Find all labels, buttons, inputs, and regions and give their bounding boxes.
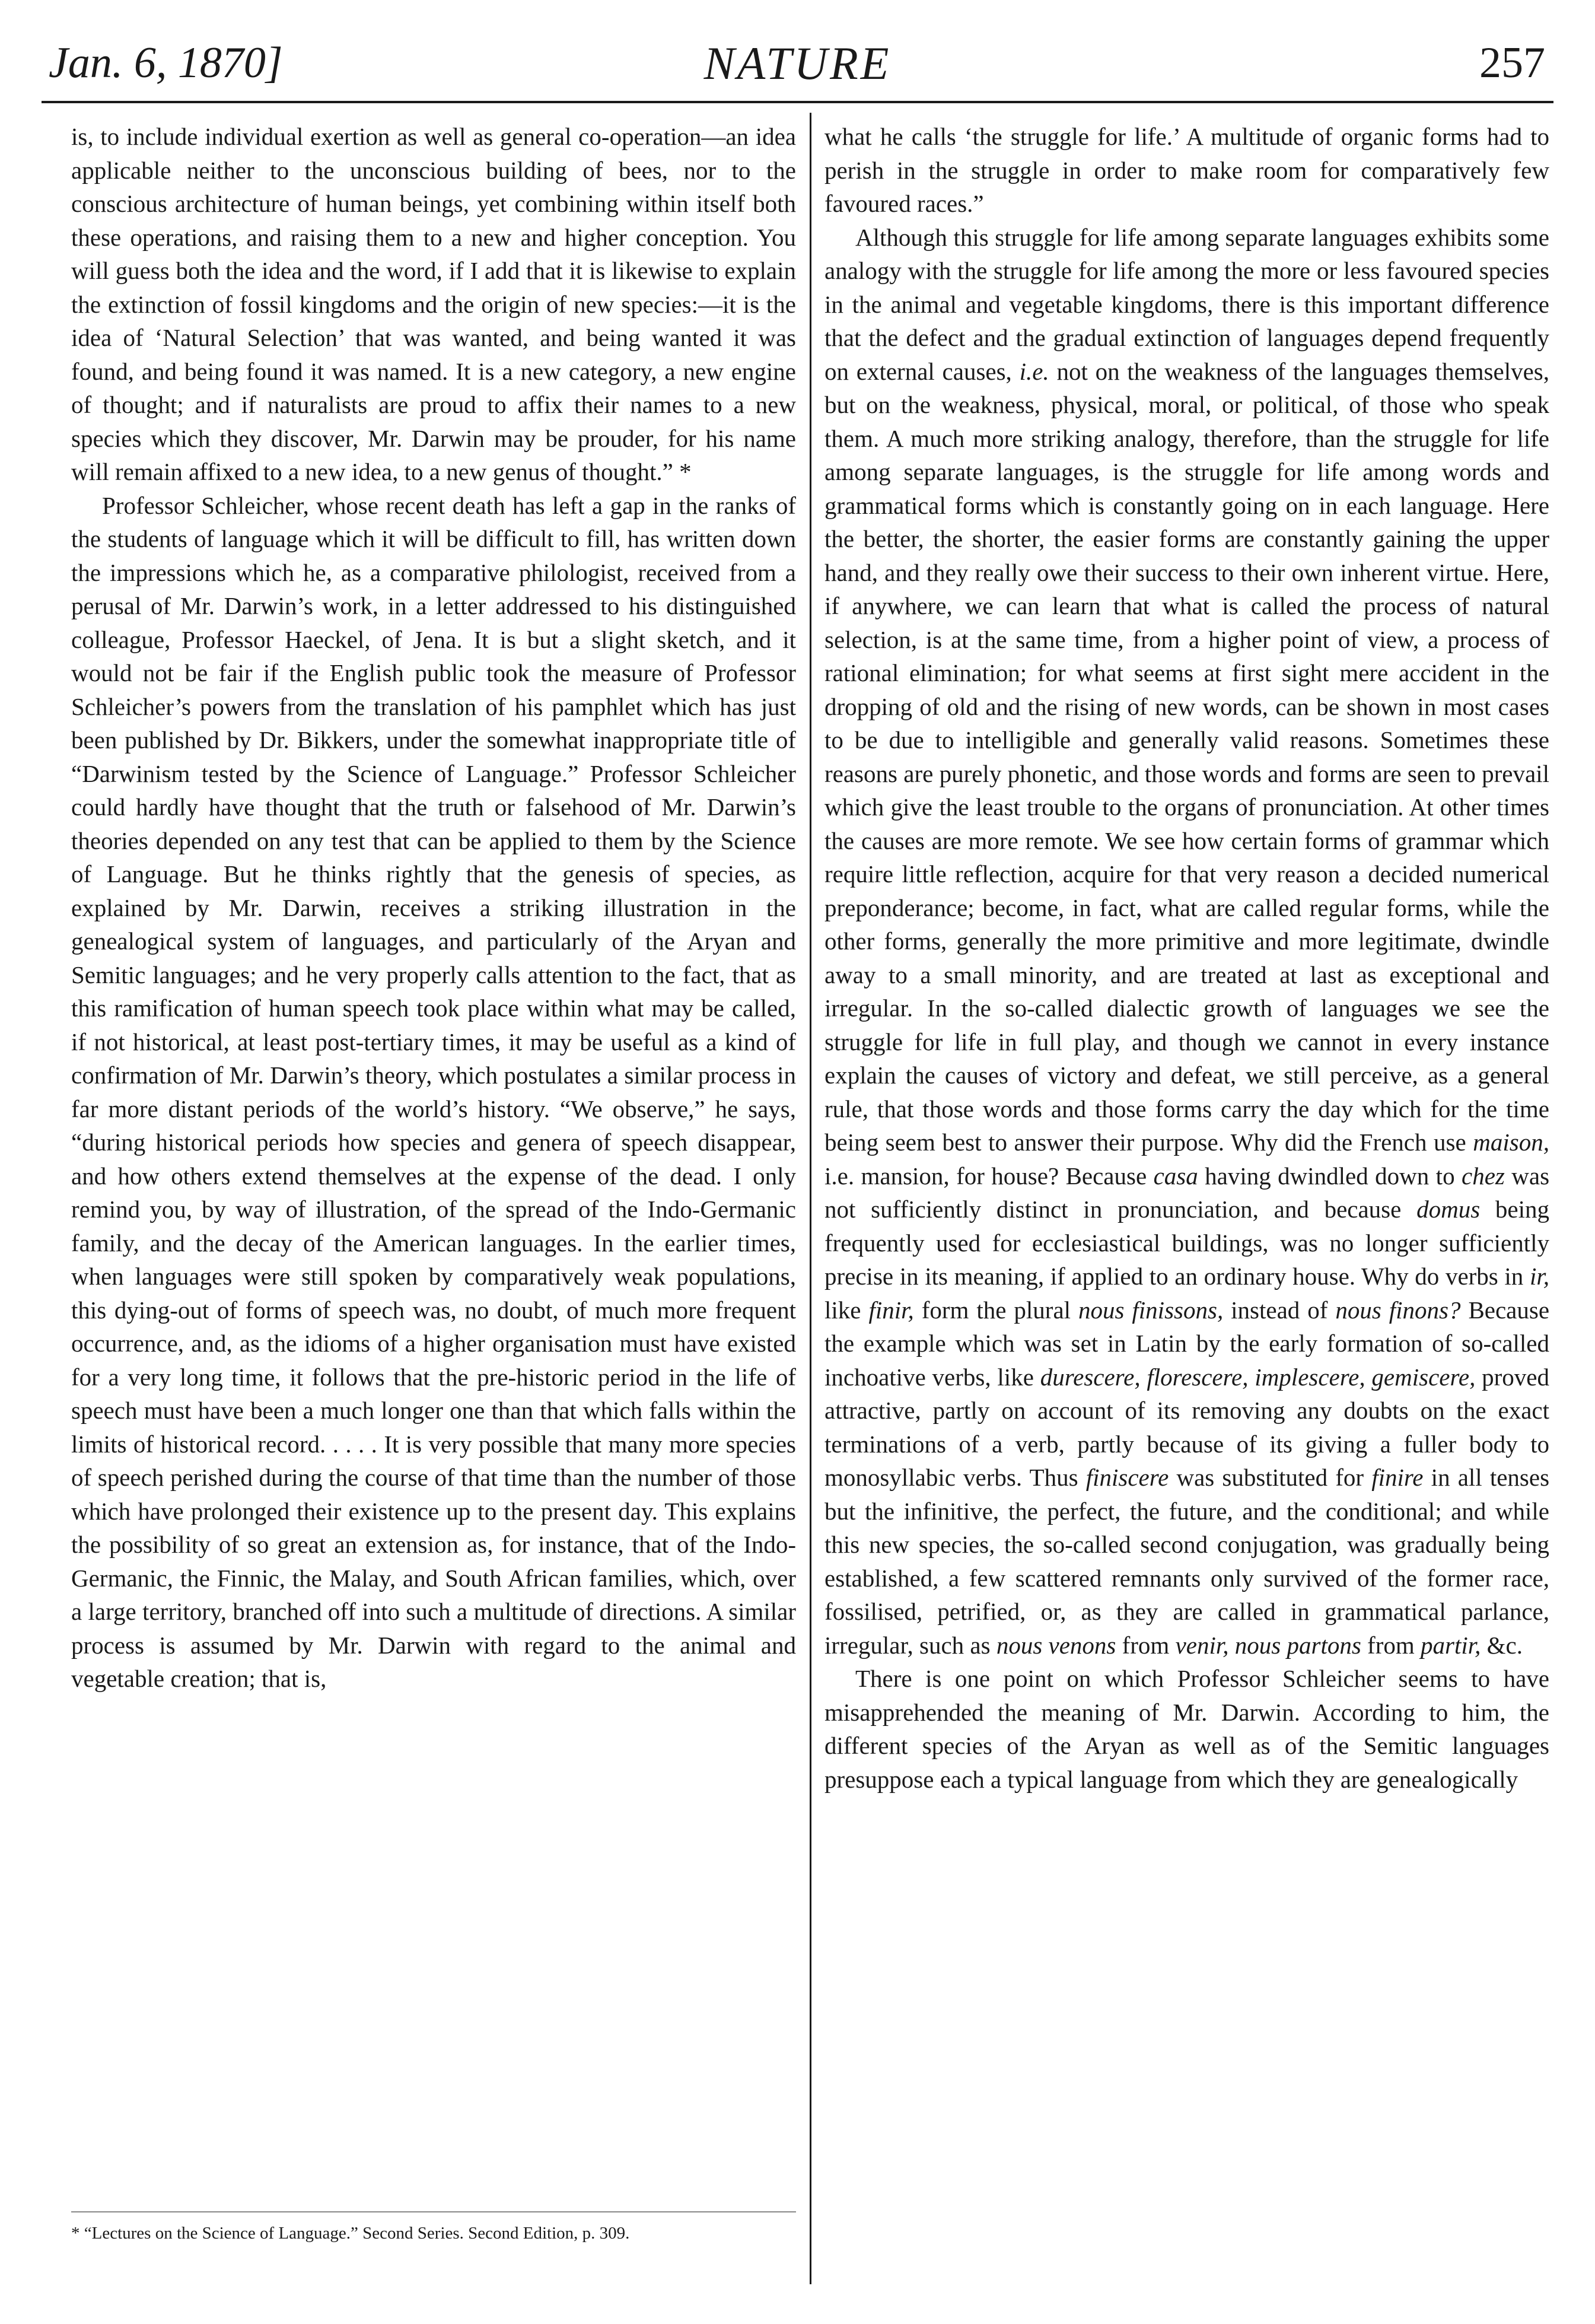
- footnote: * “Lectures on the Science of Language.” Second Series. Second Edition, p. 309.: [71, 2224, 630, 2243]
- italic-term: finir,: [868, 1296, 914, 1324]
- text-run: Because the example which was set in Latin by the early formation of so-called inchoative verbs, like: [824, 1296, 1549, 1391]
- text-run: being frequently used for ecclesiastical buildings, was no longer sufficiently precise in its meaning, if applied to an ordinary house. Why do verbs in: [824, 1196, 1549, 1290]
- right-paragraph-2: [824, 221, 1549, 1662]
- text-run: &c.: [1486, 1631, 1523, 1659]
- text-run: like: [824, 1296, 861, 1324]
- text-run: was substituted for: [1176, 1464, 1364, 1491]
- page-number: 257: [1479, 39, 1545, 87]
- text-run: from: [1367, 1631, 1415, 1659]
- italic-term: chez: [1462, 1162, 1505, 1190]
- issue-date: Jan. 6, 1870]: [49, 39, 283, 87]
- italic-term: maison,: [1473, 1128, 1549, 1156]
- italic-term: casa: [1153, 1162, 1198, 1190]
- left-paragraph-1: is, to include individual exertion as well as general co-operation—an idea applicable neither to the unconscious building of bees, nor to the conscious architecture of human beings, yet combining within itself both these operations, and raising them to a new and higher conception. You will guess both the idea and the word, if I add that it is likewise to explain the extinction of fossil kingdoms and the origin of new species:—it is the idea of ‘Natural Selection’ that was wanted, and being wanted it was found, and being found it was named. It is a new category, a new engine of thought; and if naturalists are proud to affix their names to a new species which they discover, Mr. Darwin may be prouder, for his name will remain affixed to a new idea, to a new genus of thought.” *: [71, 123, 796, 485]
- italic-term: nous partons: [1234, 1631, 1361, 1659]
- text-run: form the plural: [921, 1296, 1071, 1324]
- italic-term: domus: [1416, 1196, 1481, 1223]
- right-paragraph-1: what he calls ‘the struggle for life.’ A multitude of organic forms had to perish in the struggle in order to make room for comparatively few favoured races.”: [824, 123, 1549, 217]
- page-header: [42, 24, 1553, 107]
- text-run: instead of: [1231, 1296, 1328, 1324]
- right-paragraph-3: There is one point on which Professor Schleicher seems to have misapprehended the meaning of Mr. Darwin. According to him, the different species of the Aryan as well as of the Semitic languages presuppose each a typical language from which they are genealogically: [824, 1665, 1549, 1793]
- text-run: in all tenses but the infinitive, the perfect, the future, and the conditional; and while this new species, the so-called second conjugation, was gradually being established, a few scattered remnants only survived of the former race, fossilised, petrified, or, as they are called in grammatical parlance, irregular, such as: [824, 1464, 1549, 1659]
- italic-term: i.e.: [1019, 357, 1049, 385]
- footnote-rule: [71, 2211, 796, 2212]
- italic-term: partir,: [1421, 1631, 1481, 1659]
- header-rule: [42, 101, 1553, 103]
- text-run: proved attractive, partly on account of its removing any doubts on the exact terminations of a verb, partly because of its giving a fuller body to monosyllabic verbs. Thus: [824, 1363, 1549, 1491]
- italic-term: finiscere: [1085, 1464, 1169, 1491]
- italic-term: nous venons: [996, 1631, 1116, 1659]
- italic-term: durescere, florescere, implescere, gemiscere,: [1040, 1363, 1476, 1391]
- text-run: i.e. mansion, for house? Because: [824, 1162, 1147, 1190]
- text-run: Although this struggle for life among separate languages exhibits some analogy with the struggle for life among the more or less favoured species in the animal and vegetable kingdoms, there is this important difference that the defect and the gradual extinction of languages depend frequently on external causes,: [824, 223, 1549, 385]
- italic-term: nous finissons,: [1078, 1296, 1224, 1324]
- italic-term: venir,: [1175, 1631, 1229, 1659]
- left-paragraph-2: Professor Schleicher, whose recent death has left a gap in the ranks of the students of language which it will be difficult to fill, has written down the impressions which he, as a comparative philologist, received from a perusal of Mr. Darwin’s work, in a letter addressed to his distinguished colleague, Professor Haeckel, of Jena. It is but a slight sketch, and it would not be fair if the English public took the measure of Professor Schleicher’s powers from the translation of his pamphlet which has just been published by Dr. Bikkers, under the somewhat inappropriate title of “Darwinism tested by the Science of Language.” Professor Schleicher could hardly have thought that the truth or falsehood of Mr. Darwin’s theories depended on any test that can be applied to them by the Science of Language. But he thinks rightly that the genesis of species, as explained by Mr. Darwin, receives a striking illustration in the genealogical system of languages, and particularly of the Aryan and Semitic languages; and he very properly calls attention to the fact, that as this ramification of human speech took place within what may be called, if not historical, at least post-tertiary times, it may be useful as a kind of confirmation of Mr. Darwin’s theory, which postulates a similar process in far more distant periods of the world’s history. “We observe,” he says, “during historical periods how species and genera of speech disappear, and how others extend themselves at the expense of the dead. I only remind you, by way of illustration, of the spread of the Indo-Germanic family, and the decay of the American languages. In the earlier times, when languages were still spoken by comparatively weak populations, this dying-out of forms of speech was, no doubt, of much more frequent occurrence, and, as the idioms of a higher organisation must have existed for a very long time, it follows that the pre-historic period in the life of speech must have been a much longer one than that which falls within the limits of historical record. . . . . It is very possible that many more species of speech perished during the course of that time than the number of those which have prolonged their existence up to the present day. This explains the possibility of so great an extension as, for instance, that of the Indo-Germanic, the Finnic, the Malay, and South African families, which, over a large territory, branched off into such a multitude of directions. A similar process is assumed by Mr. Darwin with regard to the animal and vegetable creation; that is,: [71, 491, 796, 1692]
- italic-term: nous finons?: [1335, 1296, 1461, 1324]
- right-column: [824, 120, 1549, 2280]
- italic-term: finire: [1371, 1464, 1424, 1491]
- italic-term: ir,: [1529, 1263, 1549, 1290]
- left-column: [71, 120, 796, 2202]
- text-run: was not sufficiently distinct in pronunciation, and because: [824, 1162, 1549, 1223]
- column-divider: [810, 113, 811, 2284]
- text-run: from: [1122, 1631, 1170, 1659]
- journal-title: NATURE: [703, 37, 892, 89]
- text-run: not on the weakness of the languages themselves, but on the weakness, physical, moral, or political, of those who speak them. A much more striking analogy, therefore, than the struggle for life among separate languages, is the struggle for life among words and grammatical forms which is constantly going on in each language. Here the better, the shorter, the easier forms are constantly gaining the upper hand, and they really owe their success to their own inherent virtue. Here, if anywhere, we can learn that what is called the process of natural selection, is at the same time, from a higher point of view, a process of rational elimination; for what seems at first sight mere accident in the dropping of old and the rising of new words, can be shown in most cases to be due to intelligible and generally valid reasons. Sometimes these reasons are purely phonetic, and those words and forms are seen to prevail which give the least trouble to the organs of pronunciation. At other times the causes are more remote. We see how certain forms of grammar which require little reflection, acquire for that very reason a decided numerical preponderance; become, in fact, what are called regular forms, while the other forms, generally the more primitive and more legitimate, dwindle away to a small minority, and are treated at last as exceptional and irregular. In the so-called dialectic growth of languages we see the struggle for life in full play, and though we cannot in every instance explain the causes of victory and defeat, we still perceive, as a general rule, that those words and those forms carry the day which for the time being seem best to answer their purpose. Why did the French use: [824, 357, 1549, 1156]
- text-run: having dwindled down to: [1205, 1162, 1455, 1190]
